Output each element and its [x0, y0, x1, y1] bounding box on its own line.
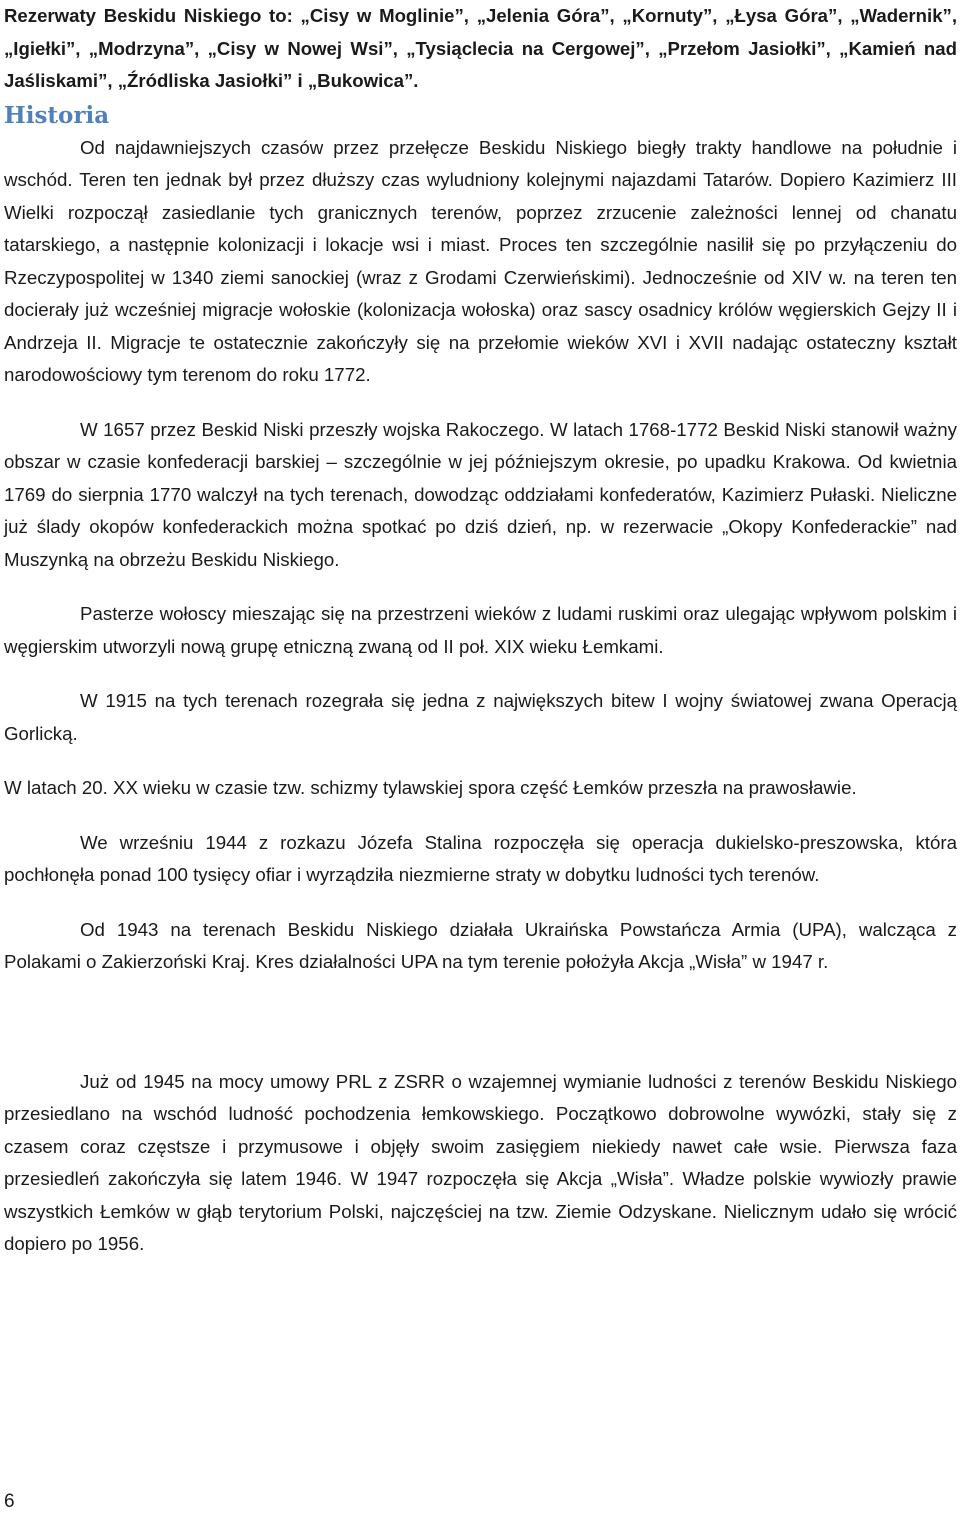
section-heading-historia: Historia: [4, 101, 110, 129]
paragraph-lemkos: Pasterze wołoscy mieszając się na przestrzeni wieków z ludami ruskimi oraz ulegając wpływom polskim i węgierskim utworzyli nową grupę etniczną zwaną od II poł. XIX wieku Łemkami.: [4, 603, 957, 657]
page-number: 6: [4, 1491, 15, 1512]
paragraph-tylawa-schism: W latach 20. XX wieku w czasie tzw. schizmy tylawskiej spora część Łemków przeszła na prawosławie.: [4, 777, 857, 798]
paragraph-resettlement: Już od 1945 na mocy umowy PRL z ZSRR o wzajemnej wymianie ludności z terenów Beskidu Niskiego przesiedlano na wschód ludność pochodzenia łemkowskiego. Początkowo dobrowolne wywózki, stały się z czasem coraz częstsze i przymusowe i objęły swoim zasięgiem niekiedy nawet całe wsie. Pierwsza faza przesiedleń zakończyła się latem 1946. W 1947 rozpoczęła się Akcja „Wisła”. Władze polskie wywiozły prawie wszystkich Łemków w głąb terytorium Polski, najczęściej na tzw. Ziemie Odzyskane. Nielicznym udało się wrócić dopiero po 1956.: [4, 1070, 957, 1254]
document-page: [4, 0, 957, 1261]
paragraph-origins: Od najdawniejszych czasów przez przełęcze Beskidu Niskiego biegły trakty handlowe na południe i wschód. Teren ten jednak był przez dłuższy czas wyludniony kolejnymi najazdami Tatarów. Dopiero Kazimierz III Wielki rozpoczął zasiedlanie tych granicznych terenów, poprzez zrzucenie zależności lennej od chanatu tatarskiego, a następnie kolonizacji i lokacje wsi i miast. Proces ten szczególnie nasilił się po przyłączeniu do Rzeczypospolitej w 1340 ziemi sanockiej (wraz z Grodami Czerwieńskimi). Jednocześnie od XIV w. na teren ten docierały już wcześniej migracje wołoskie (kolonizacja wołoska) oraz sascy osadnicy królów węgierskich Gejzy II i Andrzeja II. Migracje te ostatecznie zakończyły się na przełomie wieków XVI i XVII nadając ostateczny kształt narodowościowy tym terenom do roku 1772.: [4, 136, 957, 385]
reserves-intro: Rezerwaty Beskidu Niskiego to: „Cisy w Moglinie”, „Jelenia Góra”, „Kornuty”, „Łysa Góra”, „Wadernik”, „Igiełki”, „Modrzyna”, „Cisy w Nowej Wsi”, „Tysiąclecia na Cergowej”, „Przełom Jasiołki”, „Kamień nad Jaśliskami”, „Źródliska Jasiołki” i „Bukowica”.: [4, 5, 957, 91]
paragraph-upa: Od 1943 na terenach Beskidu Niskiego działała Ukraińska Powstańcza Armia (UPA), walcząca z Polakami o Zakierzoński Kraj. Kres działalności UPA na tym terenie położyła Akcja „Wisła” w 1947 r.: [4, 918, 957, 972]
paragraph-gorlice: W 1915 na tych terenach rozegrała się jedna z największych bitew I wojny światowej zwana Operacją Gorlicką.: [4, 690, 957, 744]
paragraph-dukla-operation: We wrześniu 1944 z rozkazu Józefa Stalina rozpoczęła się operacja dukielsko-preszowska, która pochłonęła ponad 100 tysięcy ofiar i wyrządziła niezmierne straty w dobytku ludności tych terenów.: [4, 831, 957, 885]
paragraph-rakoczy-confederation: W 1657 przez Beskid Niski przeszły wojska Rakoczego. W latach 1768-1772 Beskid Niski stanowił ważny obszar w czasie konfederacji barskiej – szczególnie w jej późniejszym okresie, po upadku Krakowa. Od kwietnia 1769 do sierpnia 1770 walczył na tych terenach, dowodząc oddziałami konfederatów, Kazimierz Pułaski. Nieliczne już ślady okopów konfederackich można spotkać po dziś dzień, np. w rezerwacie „Okopy Konfederackie” nad Muszynką na obrzeżu Beskidu Niskiego.: [4, 418, 957, 570]
